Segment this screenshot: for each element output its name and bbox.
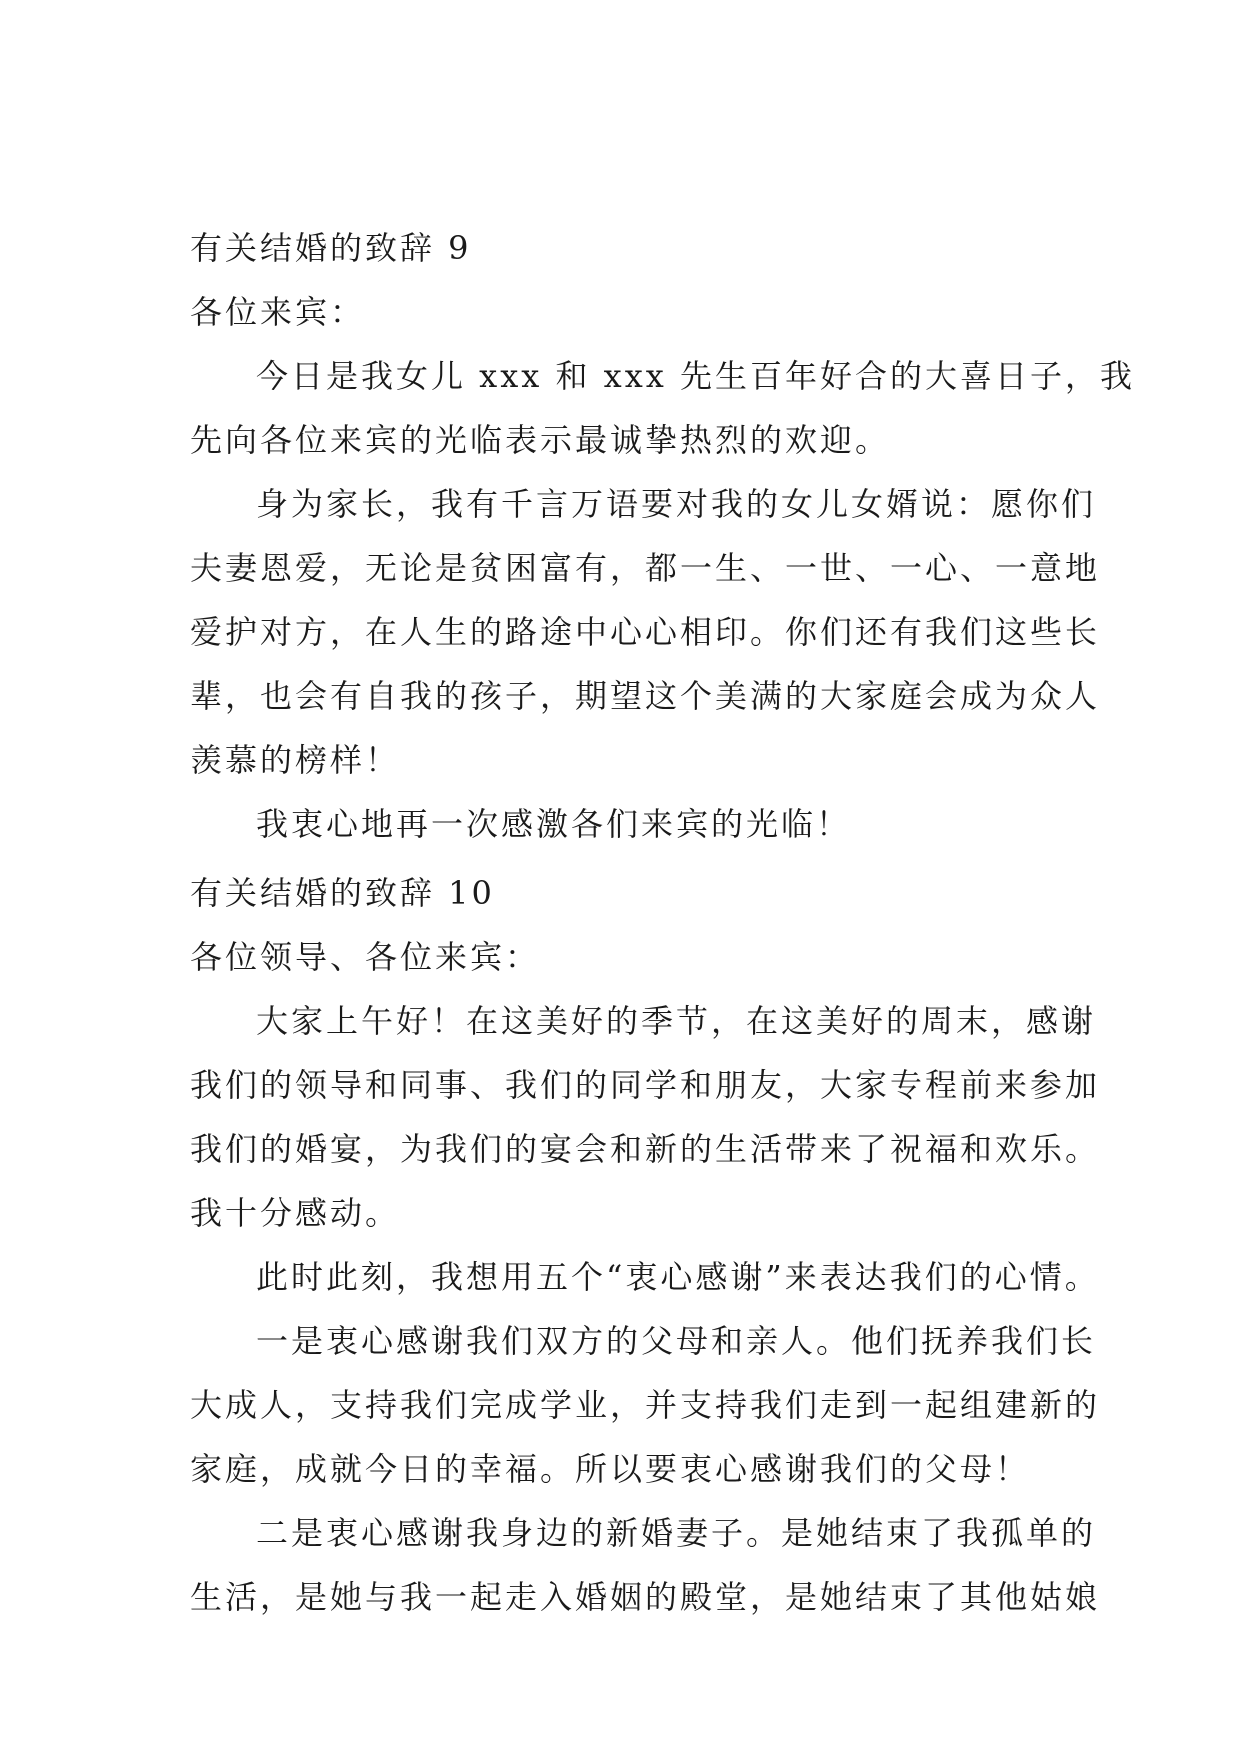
paragraph-line: 羡慕的榜样！ <box>190 741 401 779</box>
paragraph-line: 爱护对方，在人生的路途中心心相印。你们还有我们这些长 <box>190 613 1101 651</box>
paragraph-line: 我衷心地再一次感激各们来宾的光临！ <box>256 805 852 843</box>
paragraph-line: 我十分感动。 <box>190 1194 401 1232</box>
paragraph-line: 生活，是她与我一起走入婚姻的殿堂，是她结束了其他姑娘 <box>190 1578 1101 1616</box>
paragraph-line: 家庭，成就今日的幸福。所以要衷心感谢我们的父母！ <box>190 1450 1031 1488</box>
paragraph <box>190 344 1135 472</box>
paragraph-line: 大成人，支持我们完成学业，并支持我们走到一起组建新的 <box>190 1386 1101 1424</box>
paragraph <box>190 1309 1101 1501</box>
paragraph-line: 二是衷心感谢我身边的新婚妻子。是她结束了我孤单的 <box>256 1514 1097 1552</box>
paragraph-line: 一是衷心感谢我们双方的父母和亲人。他们抚养我们长 <box>256 1322 1097 1360</box>
paragraph-line: 先向各位来宾的光临表示最诚挚热烈的欢迎。 <box>190 421 891 459</box>
paragraph-line: 夫妻恩爱，无论是贫困富有，都一生、一世、一心、一意地 <box>190 549 1101 587</box>
section-heading: 有关结婚的致辞 9 <box>190 229 472 267</box>
speech-section-10 <box>190 861 1101 1629</box>
paragraph-line: 身为家长，我有千言万语要对我的女儿女婿说：愿你们 <box>256 485 1097 523</box>
salutation: 各位领导、各位来宾： <box>190 938 541 976</box>
section-heading: 有关结婚的致辞 10 <box>190 874 495 912</box>
paragraph <box>190 989 1101 1245</box>
paragraph-line: 我们的婚宴，为我们的宴会和新的生活带来了祝福和欢乐。 <box>190 1130 1101 1168</box>
paragraph-line: 我们的领导和同事、我们的同学和朋友，大家专程前来参加 <box>190 1066 1101 1104</box>
speech-section-9 <box>190 216 1135 856</box>
paragraph-line: 大家上午好！在这美好的季节，在这美好的周末，感谢 <box>256 1002 1097 1040</box>
paragraph-line: 辈，也会有自我的孩子，期望这个美满的大家庭会成为众人 <box>190 677 1101 715</box>
paragraph <box>190 472 1101 792</box>
paragraph-line: 今日是我女儿 xxx 和 xxx 先生百年好合的大喜日子，我 <box>256 357 1135 395</box>
salutation: 各位来宾： <box>190 293 366 331</box>
paragraph <box>190 1501 1101 1629</box>
paragraph <box>190 1245 1100 1309</box>
paragraph <box>190 792 1060 856</box>
paragraph-line: 此时此刻，我想用五个“衷心感谢”来表达我们的心情。 <box>256 1258 1100 1296</box>
